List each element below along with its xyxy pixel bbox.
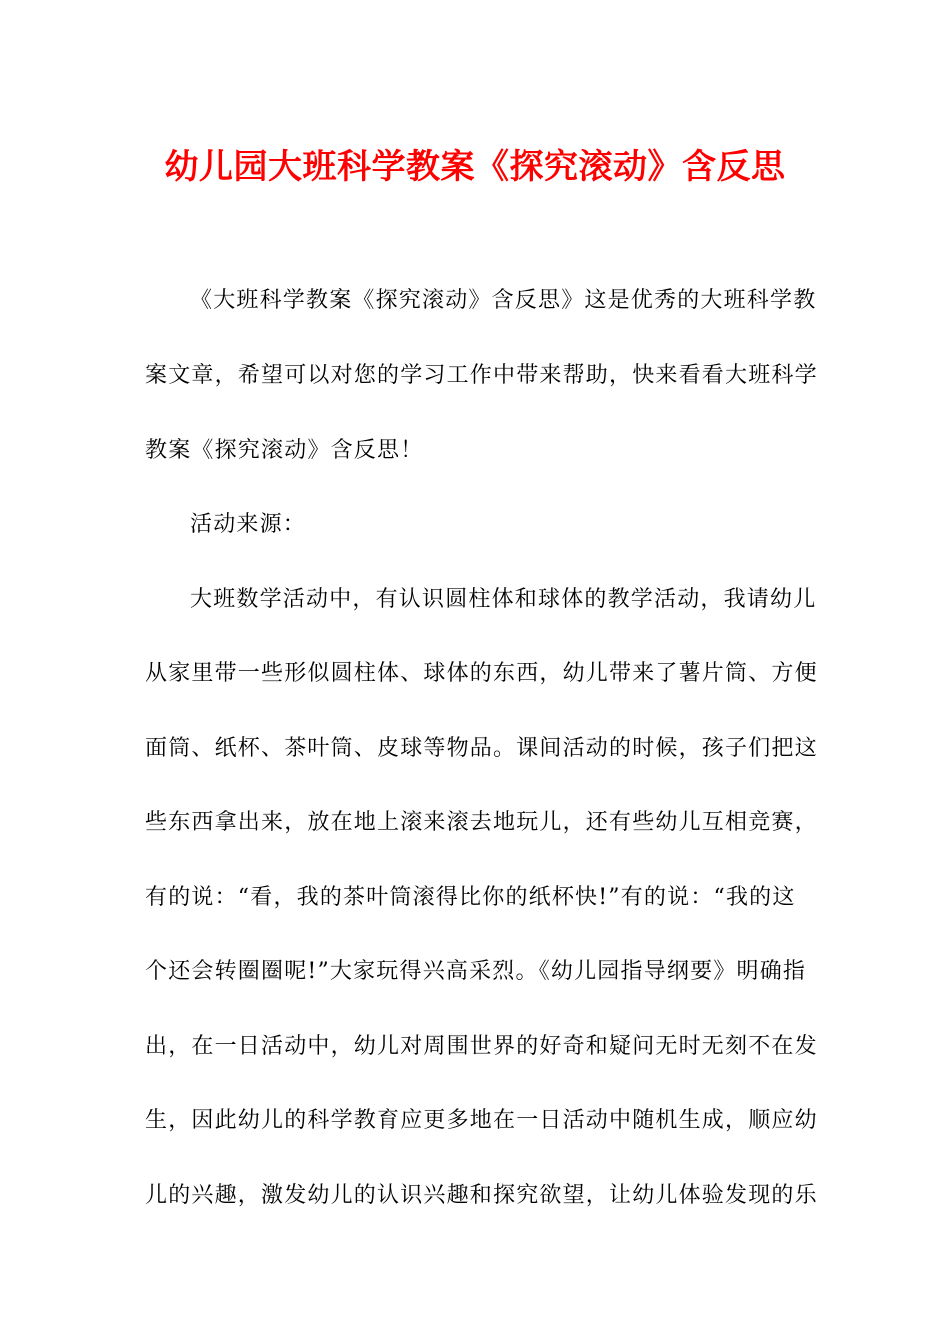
paragraph-line: 儿的兴趣，激发幼儿的认识兴趣和探究欲望，让幼儿体验发现的乐 xyxy=(145,1183,818,1208)
paragraph-line: 出，在一日活动中，幼儿对周围世界的好奇和疑问无时无刻不在发 xyxy=(145,1034,818,1059)
paragraph-line: 有的说：“看，我的茶叶筒滚得比你的纸杯快!”有的说：“我的这 xyxy=(145,885,796,910)
document-title: 幼儿园大班科学教案《探究滚动》含反思 xyxy=(164,147,786,187)
paragraph-line: 教案《探究滚动》含反思！ xyxy=(145,438,424,463)
paragraph-line: 《大班科学教案《探究滚动》含反思》这是优秀的大班科学教 xyxy=(190,288,817,313)
section-label: 活动来源： xyxy=(190,512,307,537)
paragraph-line: 从家里带一些形似圆柱体、球体的东西，幼儿带来了薯片筒、方便 xyxy=(145,661,818,686)
paragraph-line: 面筒、纸杯、茶叶筒、皮球等物品。课间活动的时候，孩子们把这 xyxy=(145,736,818,761)
paragraph-line: 个还会转圈圈呢!”大家玩得兴高采烈。《幼儿园指导纲要》明确指 xyxy=(145,959,807,984)
paragraph-line: 生，因此幼儿的科学教育应更多地在一日活动中随机生成，顺应幼 xyxy=(145,1108,818,1133)
paragraph-line: 些东西拿出来，放在地上滚来滚去地玩儿，还有些幼儿互相竞赛， xyxy=(145,810,818,835)
paragraph-line: 案文章，希望可以对您的学习工作中带来帮助，快来看看大班科学 xyxy=(145,363,818,388)
paragraph-line: 大班数学活动中，有认识圆柱体和球体的教学活动，我请幼儿 xyxy=(190,587,817,612)
